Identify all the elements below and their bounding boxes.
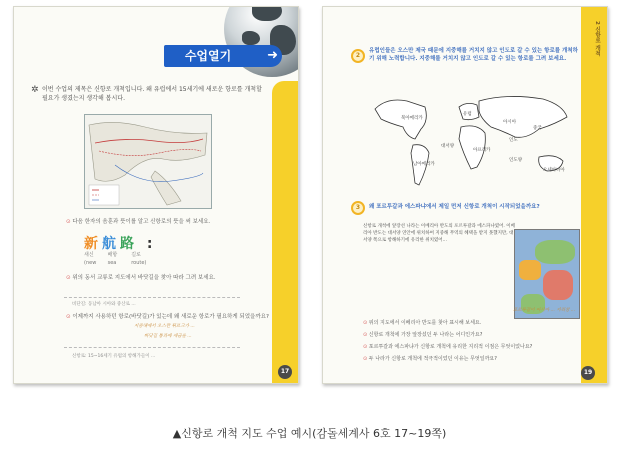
question-new-route xyxy=(66,312,269,320)
bullet-icon: ⊙ xyxy=(363,320,368,326)
figure-caption: ▲신항로 개척 지도 수업 예시(감돌세계사 6호 17~19쪽) xyxy=(172,427,447,440)
question-hanja-text: 다음 한자의 음훈과 뜻이를 알고 신항로의 뜻을 써 보세요. xyxy=(72,219,211,225)
hanja-char-sea: 航 xyxy=(102,236,120,252)
hanja-gloss: route) xyxy=(131,260,147,266)
trade-route-map xyxy=(84,114,212,209)
lesson-banner-title: 수업열기 xyxy=(184,49,232,63)
map-label: 북아메리카 xyxy=(401,116,423,121)
handwritten-answer: 포르투갈이 아시아 ... 지리상 ... xyxy=(513,308,576,313)
hanja-meaning: 새신 xyxy=(84,252,94,258)
intro-text: 이번 수업의 제목은 신항로 개척입니다. 왜 유럽에서 15세기에 새로운 항로를 개척할 필요가 생겼는지 생각해 봅시다. xyxy=(42,86,262,102)
reading-passage: 신항로 개척에 앞장선 나라는 이베리아 반도의 포르투갈과 에스파냐였어. 이베리아 반도는 대서양 연안에 위치하여 지중해 무역의 혜택을 받지 못했지만, 대서양 쪽으로 항해하기에 유리한 위치였어... xyxy=(363,224,515,243)
hanja-char-new: 新 xyxy=(84,236,102,252)
page-number: 19 xyxy=(581,366,595,380)
textbook-page-right xyxy=(322,6,608,384)
bullet-icon: ⊙ xyxy=(66,314,71,320)
note-silk-road: 비단길: 동남아 시아와 중산로 ... xyxy=(72,302,136,307)
map-label: 오세아니아 xyxy=(543,168,565,173)
sub-question xyxy=(363,355,497,362)
bullet-icon: ⊙ xyxy=(363,356,368,362)
trade-route-map-drawing xyxy=(85,115,211,208)
question-new-route-text: 이제까지 사용하던 항로(바닷길)가 있는데 왜 새로운 항로가 필요하게 되었을까요? xyxy=(72,314,269,320)
bullet-icon: ⊙ xyxy=(363,332,368,338)
hanja-char-route: 路 xyxy=(120,236,138,252)
hanja-meanings xyxy=(84,251,153,267)
bullet-icon: ⊙ xyxy=(363,344,368,350)
map-label: 유럽 xyxy=(463,112,472,117)
iberia-map-illustration xyxy=(514,229,580,319)
lesson-banner xyxy=(164,45,282,67)
hanja-colon: : xyxy=(146,236,157,252)
question-draw-route xyxy=(66,273,216,281)
bullet-icon: ⊙ xyxy=(66,219,71,225)
hanja-meaning: 길로 xyxy=(131,252,141,258)
chapter-side-tab-label: 2 신항로 개척 xyxy=(594,21,600,57)
map-label: 인도 xyxy=(509,138,518,143)
textbook-page-left xyxy=(13,6,299,384)
map-label: 대서양 xyxy=(441,144,455,149)
hanja-gloss: (new xyxy=(84,260,97,266)
sub-question-text: 포르투갈과 에스파냐가 신항로 개척에 유리한 지리적 이점은 무엇이었나요? xyxy=(368,344,533,350)
handwritten-answer: 지중해에서 오스만 튀르크가 ... xyxy=(134,324,195,329)
note-new-route: 신항로: 15~16세기 유럽의 항해가들이 ... xyxy=(72,354,156,359)
world-map xyxy=(367,87,585,195)
chapter-side-tab xyxy=(581,7,607,384)
hanja-row xyxy=(84,233,156,253)
map-label: 중국 xyxy=(533,126,542,131)
sub-question xyxy=(363,343,532,350)
step-number: 3 xyxy=(351,201,365,215)
page-edge-stripe xyxy=(272,81,298,384)
divider xyxy=(64,297,240,298)
bullet-icon: ⊙ xyxy=(66,275,71,281)
divider xyxy=(64,347,240,348)
sub-question-text: 위의 지도에서 이베리아 반도를 찾아 표시해 보세요. xyxy=(368,320,482,326)
question-hanja xyxy=(66,217,210,225)
sub-question xyxy=(363,331,482,338)
question-route-text: 유럽인들은 오스만 제국 때문에 지중해를 거치지 않고 인도로 갈 수 있는 항로를 개척하기 위해 노력합니다. 지중해를 거치지 않고 인도로 갈 수 있는 항로를 그려 보세요. xyxy=(369,48,578,62)
handwritten-answer: 바닷길 통과에 세금을 ... xyxy=(144,334,192,339)
question-iberia-text: 왜 포르투갈과 에스파냐에서 제일 먼저 신항로 개척이 시작되었을까요? xyxy=(369,204,540,210)
map-label: 남아메리카 xyxy=(413,162,435,167)
map-label: 아시아 xyxy=(503,120,517,125)
hanja-gloss: sea xyxy=(107,260,117,266)
step-number: 2 xyxy=(351,49,365,63)
map-label: 아프리카 xyxy=(473,148,491,153)
question-draw-route-text: 위의 동서 교류로 지도에서 바닷길을 찾아 따라 그려 보세요. xyxy=(72,275,216,281)
compass-icon: ✲ xyxy=(31,85,39,95)
hanja-meaning: 배항 xyxy=(107,252,118,258)
arrow-icon: ➜ xyxy=(267,48,278,63)
sub-question xyxy=(363,319,481,326)
sub-question-text: 신항로 개척에 가장 앞장섰던 두 나라는 어디인가요? xyxy=(368,332,483,338)
map-label: 인도양 xyxy=(509,158,523,163)
sub-question-text: 두 나라가 신항로 개척에 적극적이었던 이유는 무엇일까요? xyxy=(368,356,497,362)
page-number: 17 xyxy=(278,365,292,379)
